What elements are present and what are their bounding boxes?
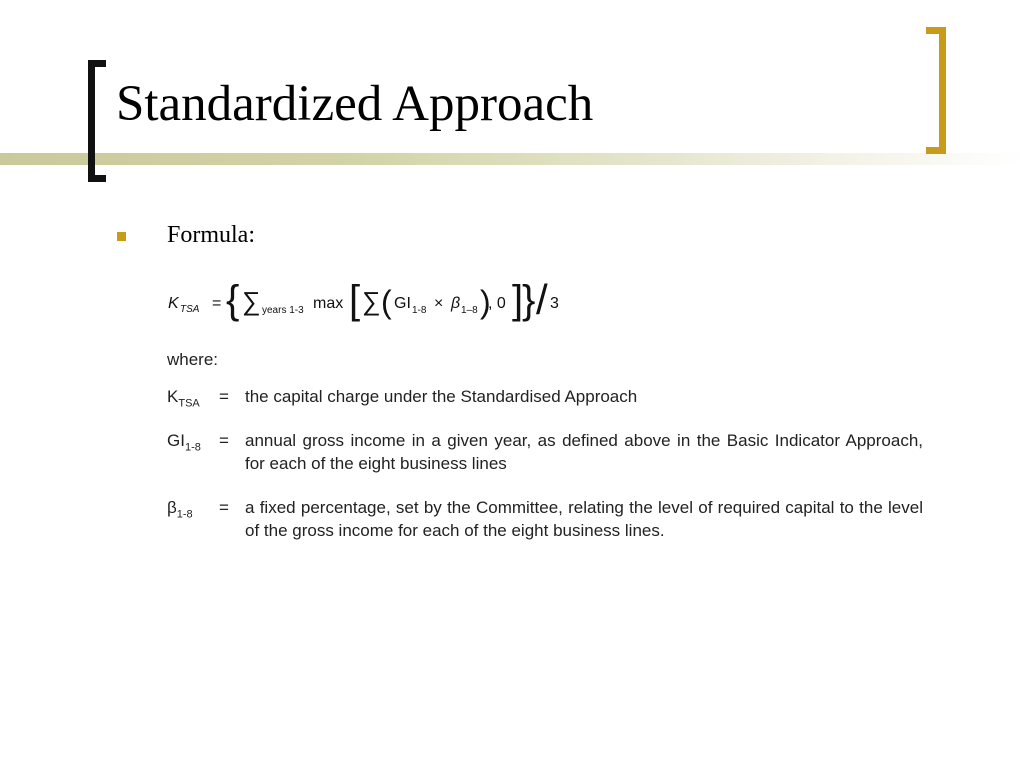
formula-left-brace: { xyxy=(226,278,240,322)
left-bracket-decoration xyxy=(88,60,106,182)
right-bracket-decoration xyxy=(926,27,946,154)
formula-beta: β xyxy=(451,295,461,312)
formula-right-bracket: ] xyxy=(512,278,524,322)
definition-symbol xyxy=(167,385,213,415)
formula-left-paren: ( xyxy=(381,284,392,320)
formula-right-brace: } xyxy=(522,278,536,322)
definition-row-gi xyxy=(167,429,923,475)
formula-divisor: 3 xyxy=(550,295,559,312)
symbol-main: β xyxy=(167,498,177,517)
bullet-square-icon xyxy=(117,232,126,241)
formula-image xyxy=(168,276,588,326)
formula-inner-sum: ∑ xyxy=(362,286,381,316)
formula-max: max xyxy=(313,295,344,312)
definition-row-ktsa xyxy=(167,385,923,408)
formula-k: K xyxy=(168,295,179,312)
definition-symbol xyxy=(167,496,213,526)
formula-equals: = xyxy=(212,295,222,312)
formula-gi: GI xyxy=(394,295,411,312)
where-label: where: xyxy=(167,350,219,369)
definition-equals: = xyxy=(219,387,229,406)
formula-slash: / xyxy=(536,276,548,323)
formula-zero: , 0 xyxy=(488,295,506,312)
formula-beta-sub: 1–8 xyxy=(461,305,478,316)
formula-right-paren: ) xyxy=(480,284,491,320)
formula-sum-symbol: ∑ xyxy=(242,286,261,316)
definition-text: annual gross income in a given year, as defined above in the Basic Indicator Approach, for each of the eight business lines xyxy=(245,431,923,473)
slide-title: Standardized Approach xyxy=(116,76,594,132)
formula-k-sub: TSA xyxy=(180,304,200,315)
definition-text: a fixed percentage, set by the Committee, relating the level of required capital to the level of the gross income for each of the eight business lines. xyxy=(245,498,923,540)
definition-row-beta xyxy=(167,496,923,542)
symbol-sub: 1-8 xyxy=(176,508,193,521)
definition-text: the capital charge under the Standardised Approach xyxy=(245,387,638,406)
symbol-sub: TSA xyxy=(178,397,200,410)
formula-times: × xyxy=(434,295,444,312)
formula-gi-sub: 1-8 xyxy=(412,305,427,316)
definition-equals: = xyxy=(219,431,229,450)
symbol-main: K xyxy=(167,387,179,406)
formula-sum-label: years 1-3 xyxy=(262,305,304,316)
title-underline-band xyxy=(0,153,1024,165)
definitions-block xyxy=(167,348,923,563)
symbol-sub: 1-8 xyxy=(184,441,201,454)
formula-left-bracket: [ xyxy=(349,278,361,322)
definition-symbol xyxy=(167,429,213,459)
definition-equals: = xyxy=(219,498,229,517)
bullet-formula-label: Formula: xyxy=(167,222,255,248)
symbol-main: GI xyxy=(167,431,185,450)
